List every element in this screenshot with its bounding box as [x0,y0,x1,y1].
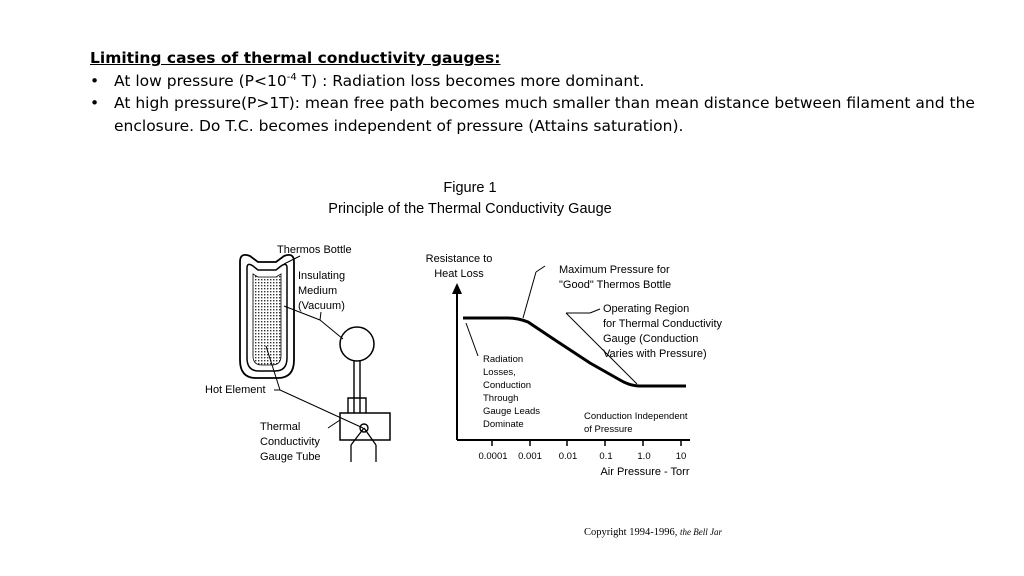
label-max-pressure-1: Maximum Pressure for [559,264,670,276]
gauge-tube [340,327,390,462]
label-max-pressure-2: "Good" Thermos Bottle [559,279,672,291]
y-axis-label-1: Resistance to [425,253,493,265]
label-cond-indep-2: of Pressure [584,424,633,435]
x-tick-label: 0.0001 [478,451,508,462]
x-tick-label: 0.01 [558,451,578,462]
label-operating-3: Gauge (Conduction [603,333,699,345]
bullet-high-pressure: • At high pressure(P>1T): mean free path becomes much smaller than mean distance between filament and the enclosure. Do T.C. becomes independent of pressure (Attains saturation). [90,94,975,135]
label-insulating-1: Insulating [298,270,346,282]
thermos-bottle [240,255,294,378]
label-insulating-2: Medium [298,285,338,297]
y-axis-label-2: Heat Loss [434,268,484,280]
x-tick-label: 0.1 [599,451,613,462]
label-gauge-tube-3: Gauge Tube [260,451,321,463]
label-gauge-tube-1: Thermal [260,421,301,433]
label-radiation [483,354,540,430]
label-operating-4: Varies with Pressure) [603,348,707,360]
bullet-dot: • [90,71,100,90]
svg-text:Gauge Leads: Gauge Leads [483,406,541,417]
svg-text:Losses,: Losses, [483,367,516,378]
label-thermos-bottle: Thermos Bottle [277,244,352,256]
bullet-dot: • [90,94,100,112]
label-hot-element: Hot Element [205,384,266,396]
svg-text:Dominate: Dominate [483,419,524,430]
x-axis-label: Air Pressure - Torr [600,466,690,478]
svg-text:Through: Through [483,393,519,404]
figure-subtitle: Principle of the Thermal Conductivity Gauge [328,201,612,217]
y-axis-arrow [452,283,462,294]
x-tick-labels [478,451,686,462]
svg-text:Radiation: Radiation [483,354,524,365]
x-tick-label: 0.001 [518,451,542,462]
x-tick-label: 1.0 [637,451,651,462]
figure-title: Figure 1 [443,180,497,196]
label-operating-2: for Thermal Conductivity [603,318,723,330]
copyright-notice: Copyright 1994-1996, the Bell Jar [584,527,722,538]
slide-heading: Limiting cases of thermal conductivity gauges: [90,49,501,67]
label-insulating-3: (Vacuum) [298,300,345,312]
label-operating-1: Operating Region [603,303,690,315]
label-cond-indep-1: Conduction Independent [584,411,688,422]
bullet-low-pressure: • At low pressure ($P<10^{-4}$ T) : Radiation loss becomes more dominant. [90,70,990,93]
label-gauge-tube-2: Conductivity [260,436,320,448]
x-tick-label: 10 [675,451,687,462]
svg-text:Conduction: Conduction [483,380,532,391]
